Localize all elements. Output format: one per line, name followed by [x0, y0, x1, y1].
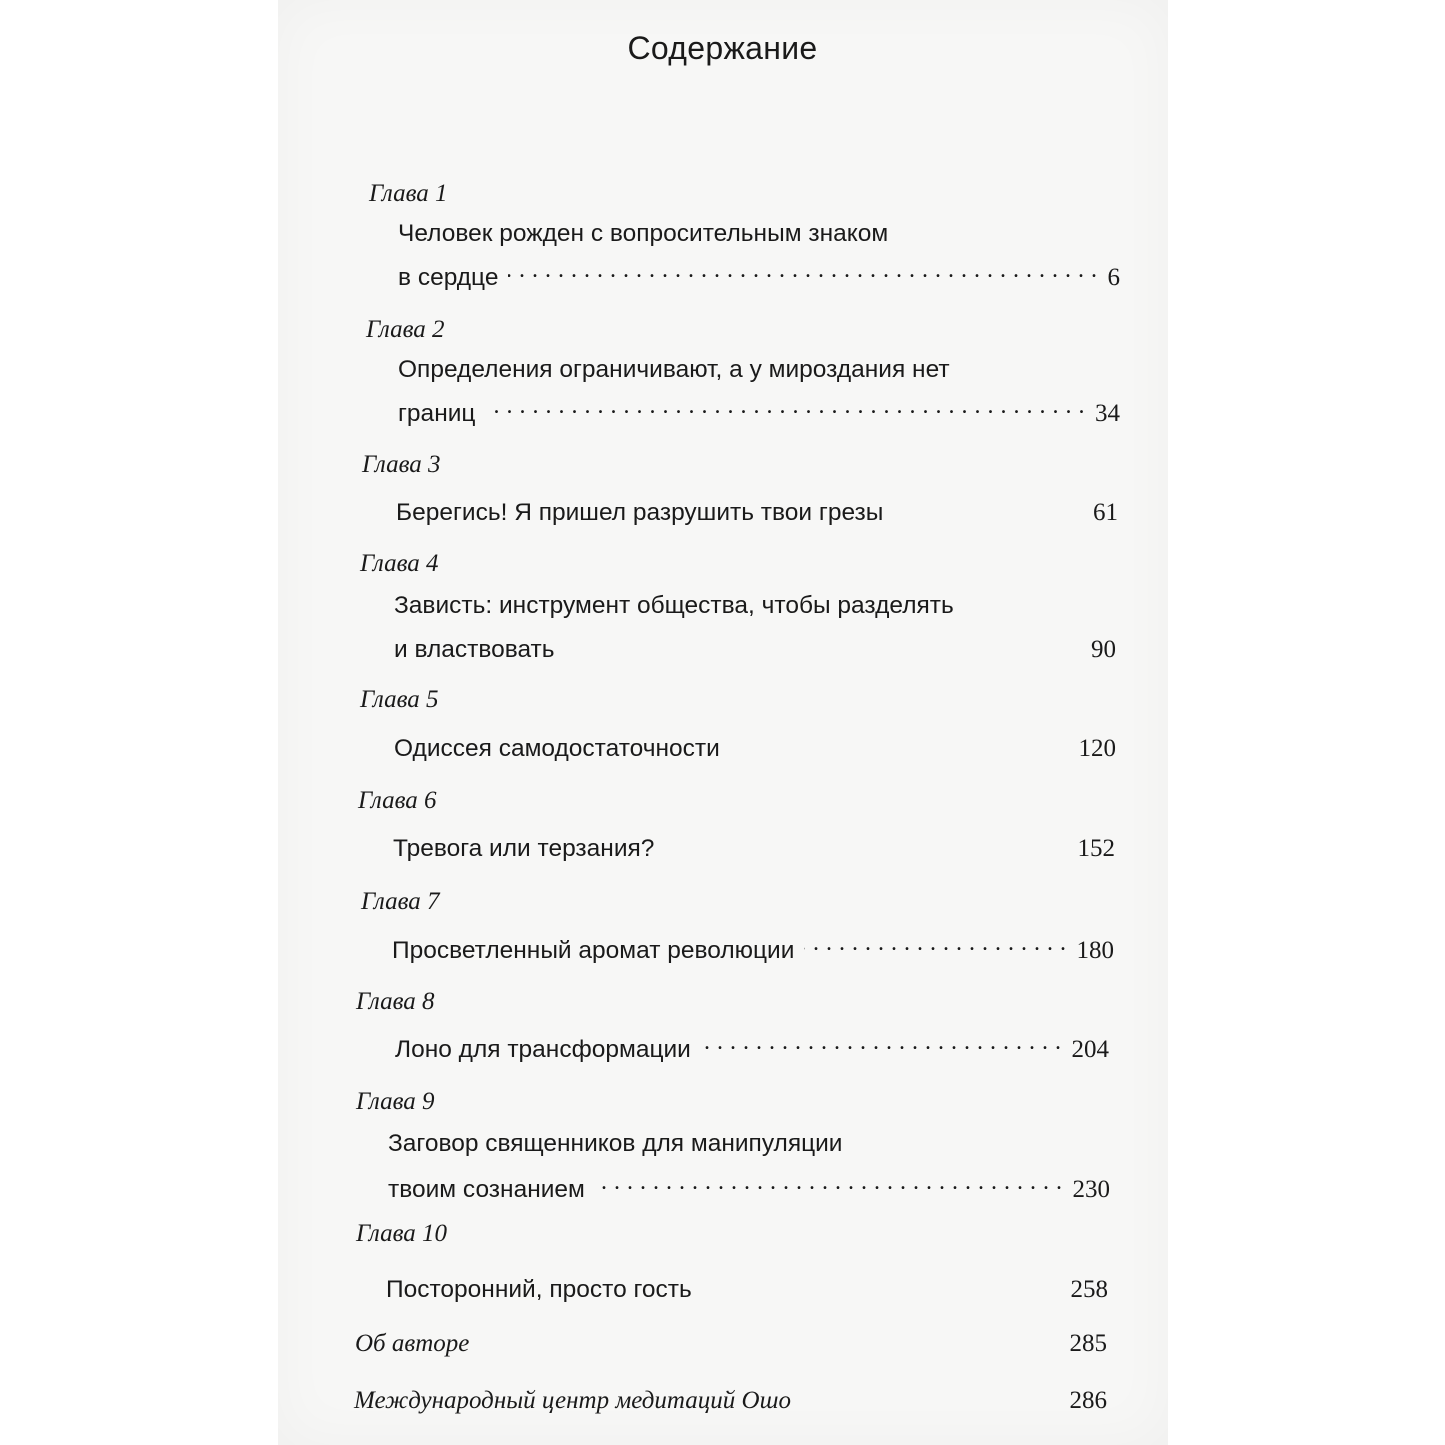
- chapter-10-title: Посторонний, просто гость: [386, 1276, 692, 1303]
- toc-entry-10[interactable]: [386, 1269, 1108, 1304]
- chapter-9-heading: Глава 9: [356, 1088, 435, 1115]
- chapter-9-page: 230: [1072, 1176, 1110, 1203]
- chapter-3-title: Берегись! Я пришел разрушить твои грезы: [396, 499, 884, 526]
- dot-leader: [893, 492, 1083, 520]
- chapter-4-heading: Глава 4: [360, 550, 439, 577]
- dot-leader: [485, 393, 1085, 421]
- toc-entry-7[interactable]: [392, 930, 1114, 965]
- about-author-label: Об авторе: [355, 1330, 470, 1357]
- osho-center-label: Международный центр медитаций Ошо: [354, 1387, 791, 1414]
- chapter-4-title-last: и властвовать: [394, 636, 555, 663]
- chapter-10-heading: Глава 10: [356, 1220, 448, 1247]
- toc-entry-osho-center[interactable]: [354, 1380, 1107, 1415]
- dot-leader: [701, 1029, 1062, 1057]
- chapter-2-title-line: Определения ограничивают, а у мироздания нет: [398, 356, 950, 383]
- dot-leader: [804, 930, 1066, 958]
- about-author-page: 285: [1069, 1330, 1107, 1357]
- toc-entry-4[interactable]: [394, 629, 1116, 664]
- chapter-1-heading: Глава 1: [369, 180, 448, 207]
- chapter-10-page: 258: [1070, 1276, 1108, 1303]
- chapter-5-heading: Глава 5: [360, 686, 439, 713]
- toc-entry-8[interactable]: [395, 1029, 1109, 1064]
- chapter-7-page: 180: [1076, 937, 1114, 964]
- chapter-4-page: 90: [1091, 636, 1116, 663]
- chapter-4-title-line: Зависть: инструмент общества, чтобы разделять: [394, 592, 954, 619]
- dot-leader: [664, 828, 1067, 856]
- toc-entry-2[interactable]: [398, 393, 1120, 428]
- chapter-9-title-line: Заговор священников для манипуляции: [388, 1130, 843, 1157]
- chapter-5-title: Одиссея самодостаточности: [394, 735, 720, 762]
- toc-entry-3[interactable]: [396, 492, 1118, 527]
- chapter-1-page: 6: [1107, 264, 1120, 291]
- toc-entry-6[interactable]: [393, 828, 1115, 863]
- chapter-6-page: 152: [1077, 835, 1115, 862]
- chapter-8-page: 204: [1071, 1036, 1109, 1063]
- dot-leader: [479, 1323, 1059, 1351]
- chapter-3-heading: Глава 3: [362, 451, 441, 478]
- dot-leader: [702, 1269, 1061, 1297]
- chapter-1-title-last: в сердце: [398, 264, 499, 291]
- chapter-6-heading: Глава 6: [358, 787, 437, 814]
- dot-leader: [730, 728, 1069, 756]
- chapter-5-page: 120: [1078, 735, 1116, 762]
- chapter-2-title-last: границ: [398, 400, 476, 427]
- toc-entry-1[interactable]: [398, 257, 1120, 292]
- chapter-7-heading: Глава 7: [361, 888, 440, 915]
- chapter-9-title-last: твоим сознанием: [388, 1176, 585, 1203]
- chapter-7-title: Просветленный аромат революции: [392, 937, 795, 964]
- toc-entry-about-author[interactable]: [355, 1323, 1107, 1358]
- toc-entry-5[interactable]: [394, 728, 1116, 763]
- dot-leader: [801, 1380, 1060, 1408]
- dot-leader: [595, 1169, 1063, 1197]
- chapter-6-title: Тревога или терзания?: [393, 835, 655, 862]
- page-title: Содержание: [627, 30, 818, 66]
- dot-leader: [508, 257, 1097, 285]
- toc-entry-9[interactable]: [388, 1169, 1110, 1204]
- chapter-8-title: Лоно для трансформации: [395, 1036, 691, 1063]
- chapter-2-heading: Глава 2: [366, 316, 445, 343]
- chapter-3-page: 61: [1093, 499, 1118, 526]
- chapter-1-title-line: Человек рожден с вопросительным знаком: [398, 220, 889, 247]
- chapter-8-heading: Глава 8: [356, 988, 435, 1015]
- osho-center-page: 286: [1069, 1387, 1107, 1414]
- dot-leader: [565, 629, 1081, 657]
- chapter-2-page: 34: [1095, 400, 1120, 427]
